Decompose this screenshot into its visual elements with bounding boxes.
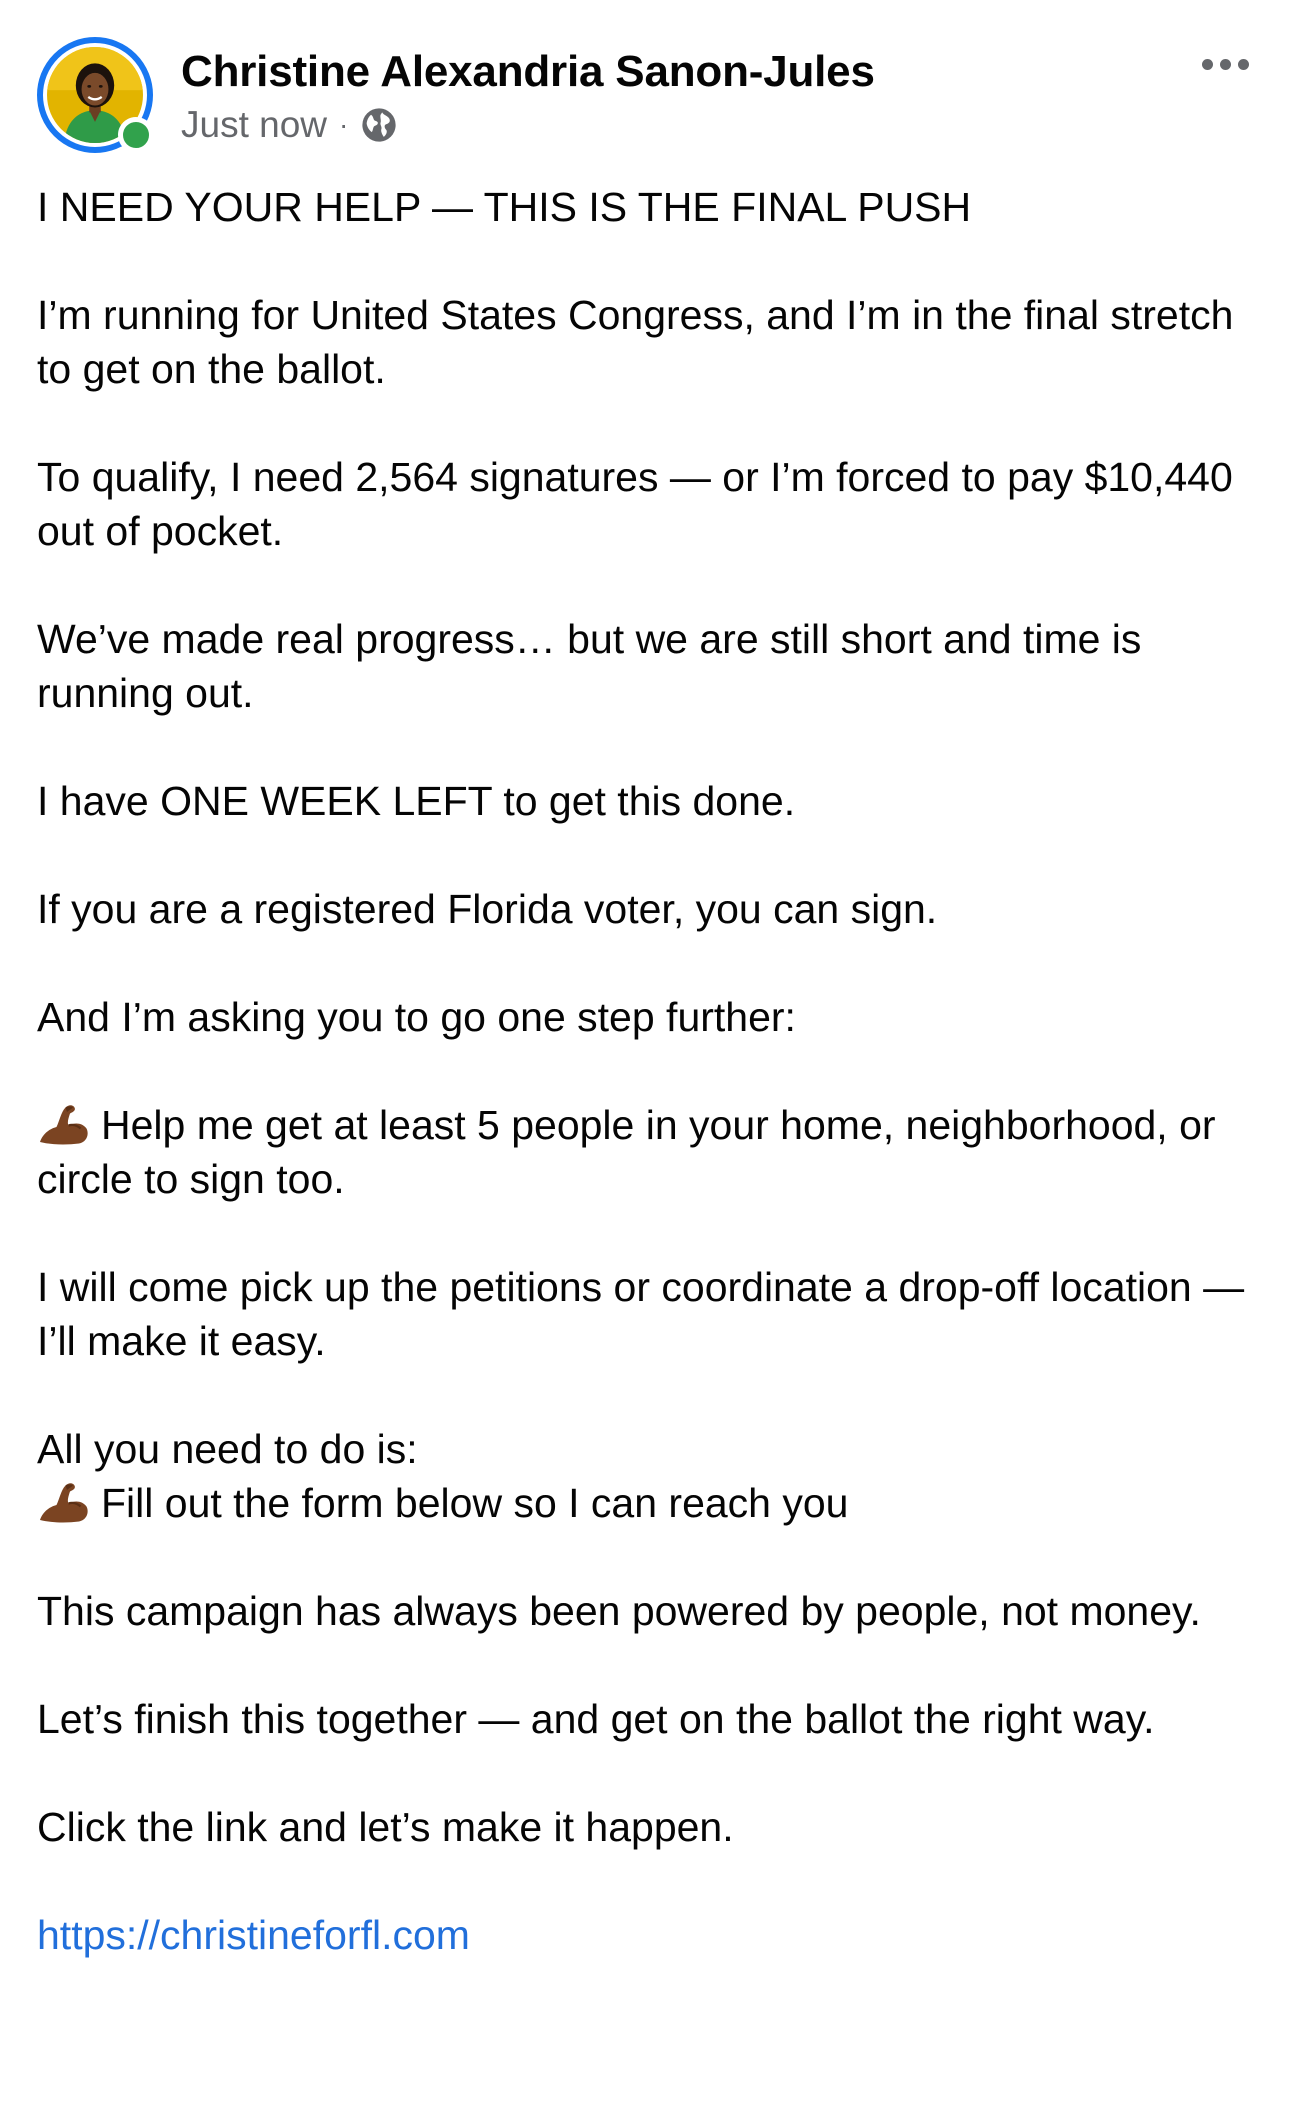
post-paragraph: I will come pick up the petitions or coordinate a drop-off location — I’ll make it easy. bbox=[37, 1264, 1245, 1364]
post-timestamp[interactable]: Just now bbox=[181, 104, 328, 145]
more-options-button[interactable] bbox=[1190, 40, 1260, 88]
author-name[interactable]: Christine Alexandria Sanon-Jules bbox=[181, 47, 875, 96]
post-paragraph-with-emoji bbox=[37, 1476, 1257, 1530]
post-paragraph: Click the link and let’s make it happen. bbox=[37, 1804, 734, 1850]
flexed-biceps-icon bbox=[37, 1479, 91, 1525]
meta-separator: · bbox=[339, 109, 349, 140]
post-paragraph: I have ONE WEEK LEFT to get this done. bbox=[37, 778, 796, 824]
post-paragraph: Let’s finish this together — and get on the ballot the right way. bbox=[37, 1696, 1155, 1742]
post-paragraph: All you need to do is: bbox=[37, 1426, 418, 1472]
post-header bbox=[0, 0, 1290, 160]
globe-icon[interactable] bbox=[360, 106, 398, 144]
online-status-indicator bbox=[118, 117, 154, 153]
campaign-link[interactable]: https://christineforfl.com bbox=[37, 1912, 470, 1958]
post-paragraph: We’ve made real progress… but we are still short and time is running out. bbox=[37, 616, 1142, 716]
post-body bbox=[37, 180, 1257, 1962]
post-paragraph: If you are a registered Florida voter, you can sign. bbox=[37, 886, 938, 932]
post-paragraph-with-emoji bbox=[37, 1098, 1257, 1206]
more-options-icon-dot bbox=[1202, 59, 1213, 70]
more-options-icon-dot bbox=[1238, 59, 1249, 70]
emoji-paragraph-text: Help me get at least 5 people in your home, neighborhood, or circle to sign too. bbox=[37, 1102, 1216, 1202]
post-paragraph: And I’m asking you to go one step further: bbox=[37, 994, 796, 1040]
more-options-icon-dot bbox=[1220, 59, 1231, 70]
post-paragraph: To qualify, I need 2,564 signatures — or I’m forced to pay $10,440 out of pocket. bbox=[37, 454, 1233, 554]
emoji-paragraph-text: Fill out the form below so I can reach you bbox=[101, 1480, 849, 1526]
flexed-biceps-icon bbox=[37, 1101, 91, 1147]
post-headline: I NEED YOUR HELP — THIS IS THE FINAL PUSH bbox=[37, 184, 972, 230]
post-paragraph: I’m running for United States Congress, and I’m in the final stretch to get on the ballot. bbox=[37, 292, 1234, 392]
post-link-paragraph bbox=[37, 1908, 1257, 1962]
post-paragraph: This campaign has always been powered by people, not money. bbox=[37, 1588, 1201, 1634]
post-meta bbox=[181, 101, 398, 149]
